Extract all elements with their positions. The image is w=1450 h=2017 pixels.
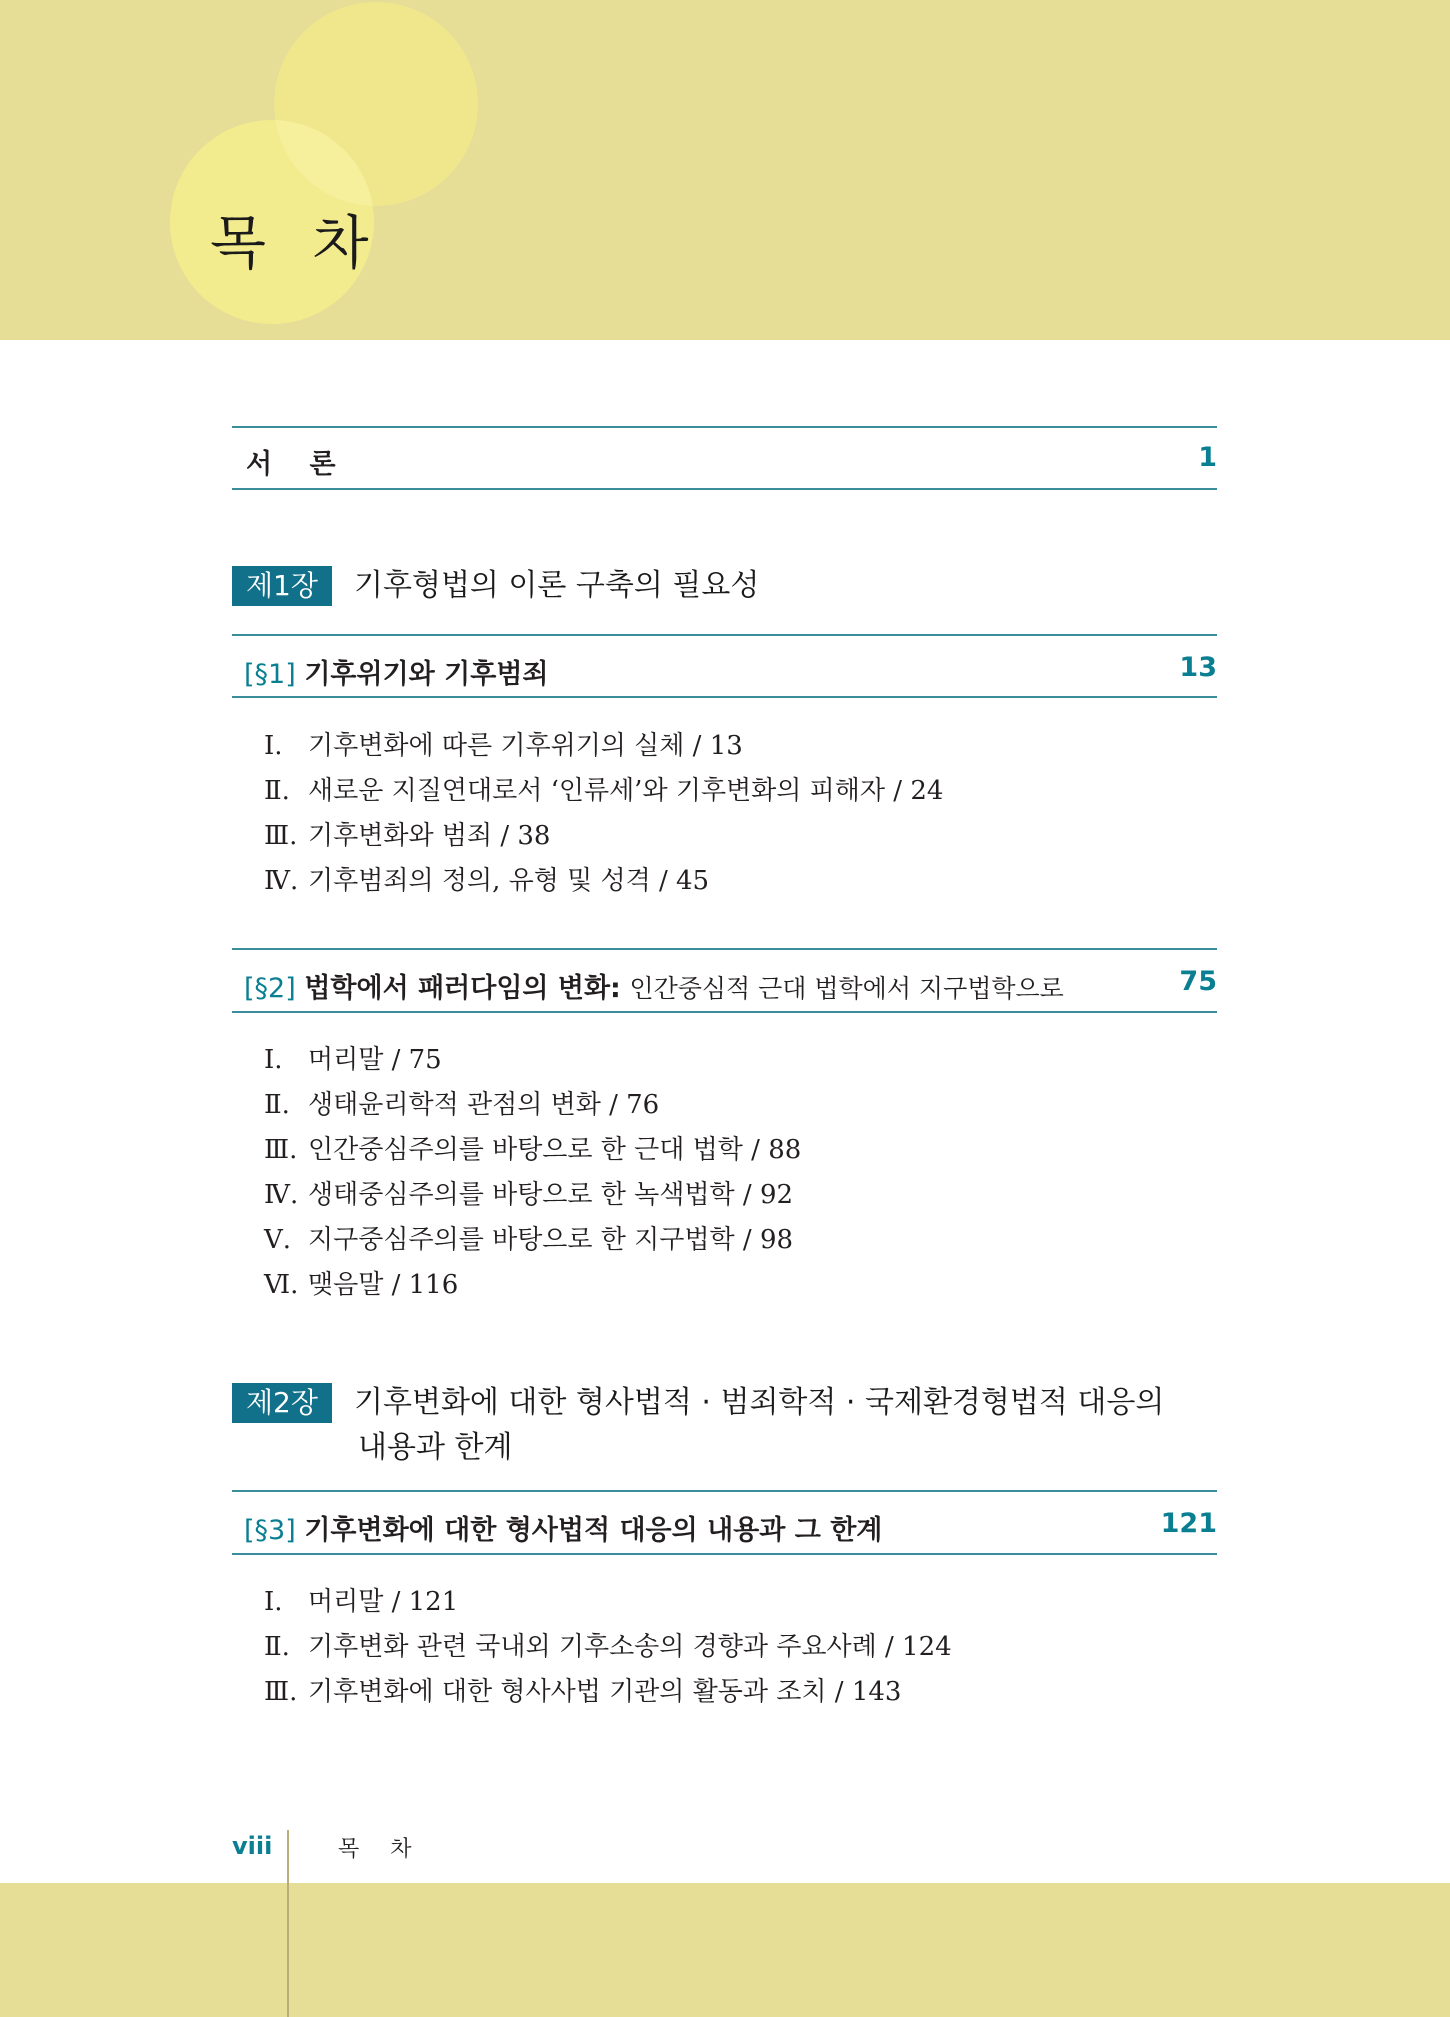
footer-running-title: 목 차 [338,1837,424,1862]
item-number: Ⅵ. [264,1270,299,1300]
toc-item[interactable] [264,1670,952,1715]
item-text: 기후변화와 범죄 / 38 [308,821,551,851]
item-number: Ⅱ. [264,1090,290,1120]
item-number: Ⅳ. [264,1180,299,1210]
toc-item[interactable] [264,1128,801,1173]
section-2-page-number[interactable]: 75 [1179,966,1217,997]
item-text: 새로운 지질연대로서 ‘인류세’와 기후변화의 피해자 / 24 [308,776,944,806]
toc-item[interactable] [264,1218,801,1263]
chapter-2-title-line1[interactable]: 기후변화에 대한 형사법적 · 범죄학적 · 국제환경형법적 대응의 [354,1385,1165,1420]
section-2-bottom-rule [232,1011,1217,1013]
item-number: Ⅱ. [264,776,290,806]
item-number: Ⅴ. [264,1225,292,1255]
item-text: 기후변화에 대한 형사사법 기관의 활동과 조치 / 143 [308,1677,902,1707]
section-2-number: [§2] [244,973,296,1004]
item-text: 생태중심주의를 바탕으로 한 녹색법학 / 92 [308,1180,794,1210]
section-3-item-list [264,1580,952,1715]
item-number: Ⅰ. [264,1587,283,1617]
section-2-subtitle: 인간중심적 근대 법학에서 지구법학으로 [629,974,1064,1003]
intro-bottom-rule [232,488,1217,490]
item-number: Ⅱ. [264,1632,290,1662]
footer-page-number: viii [232,1832,273,1860]
item-number: Ⅲ. [264,1135,298,1165]
chapter-2-badge[interactable]: 제2장 [232,1383,332,1423]
item-text: 머리말 / 121 [308,1587,459,1617]
item-text: 기후변화 관련 국내외 기후소송의 경향과 주요사례 / 124 [308,1632,952,1662]
item-number: Ⅳ. [264,866,299,896]
section-3-bottom-rule [232,1553,1217,1555]
toc-item[interactable] [264,1580,952,1625]
section-1-number: [§1] [244,659,296,690]
item-text: 지구중심주의를 바탕으로 한 지구법학 / 98 [308,1225,794,1255]
section-1-heading[interactable] [244,652,548,691]
toc-item[interactable] [264,859,943,904]
toc-item[interactable] [264,814,943,859]
toc-item[interactable] [264,1173,801,1218]
section-2-heading[interactable] [244,966,1064,1005]
intro-page-number[interactable]: 1 [1198,442,1217,473]
intro-top-rule [232,426,1217,428]
toc-item[interactable] [264,724,943,769]
section-1-page-number[interactable]: 13 [1179,652,1217,683]
section-3-number: [§3] [244,1515,296,1546]
toc-item[interactable] [264,769,943,814]
section-3-title: 기후변화에 대한 형사법적 대응의 내용과 그 한계 [304,1515,883,1546]
section-1-bottom-rule [232,696,1217,698]
item-text: 기후변화에 따른 기후위기의 실체 / 13 [308,731,743,761]
item-text: 인간중심주의를 바탕으로 한 근대 법학 / 88 [308,1135,802,1165]
section-2-item-list [264,1038,801,1308]
item-number: Ⅲ. [264,821,298,851]
item-text: 기후범죄의 정의, 유형 및 성격 / 45 [308,866,710,896]
toc-item[interactable] [264,1083,801,1128]
decor-circle-overlap [0,0,1450,340]
footer-divider [287,1830,289,2017]
section-3-top-rule [232,1490,1217,1492]
section-3-heading[interactable] [244,1508,882,1547]
toc-item[interactable] [264,1625,952,1670]
item-number: Ⅲ. [264,1677,298,1707]
chapter-1-title[interactable]: 기후형법의 이론 구축의 필요성 [354,568,760,603]
section-2-top-rule [232,948,1217,950]
page-title: 목 차 [210,209,383,277]
item-text: 생태윤리학적 관점의 변화 / 76 [308,1090,660,1120]
section-3-page-number[interactable]: 121 [1160,1508,1217,1539]
section-2-title: 법학에서 패러다임의 변화: [304,973,621,1004]
section-1-item-list [264,724,943,904]
item-text: 머리말 / 75 [308,1045,442,1075]
toc-item[interactable] [264,1038,801,1083]
footer-band [0,1883,1450,2017]
chapter-1-badge[interactable]: 제1장 [232,566,332,606]
item-text: 맺음말 / 116 [308,1270,459,1300]
section-1-title: 기후위기와 기후범죄 [304,659,549,690]
toc-item[interactable] [264,1263,801,1308]
item-number: Ⅰ. [264,731,283,761]
section-1-top-rule [232,634,1217,636]
intro-label[interactable]: 서 론 [246,449,350,480]
chapter-2-title-line2[interactable]: 내용과 한계 [358,1430,513,1465]
header-band [0,0,1450,340]
item-number: Ⅰ. [264,1045,283,1075]
